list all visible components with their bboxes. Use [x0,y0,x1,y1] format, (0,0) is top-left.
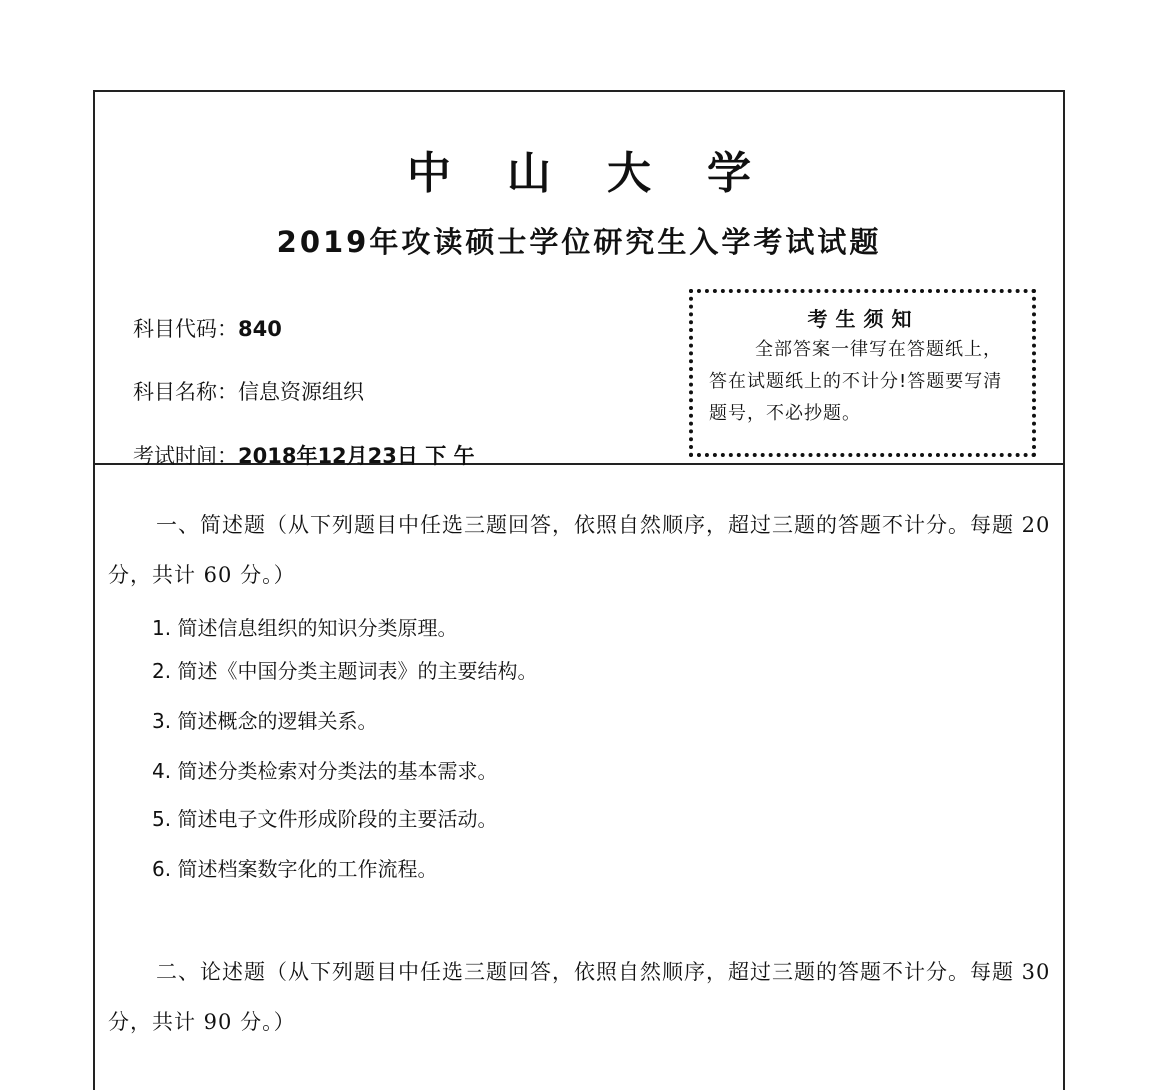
section-1-heading-text: 一、简述题（从下列题目中任选三题回答，依照自然顺序，超过三题的答题不计分。每题 20 分，共计 60 分。） [108,513,1051,587]
subject-code-value: 840 [238,317,282,341]
university-title: 中山大学 [407,148,807,199]
candidate-notice-box [689,289,1036,457]
question-item: 3. 简述概念的逻辑关系。 [152,709,378,733]
exam-time-value: 2018年12月23日 下 午 [238,444,475,468]
subject-name-value: 信息资源组织 [238,380,364,404]
question-item: 5. 简述电子文件形成阶段的主要活动。 [152,807,498,831]
section-2-heading-text: 二、论述题（从下列题目中任选三题回答，依照自然顺序，超过三题的答题不计分。每题 30 分，共计 90 分。） [108,960,1051,1034]
question-item: 4. 简述分类检索对分类法的基本需求。 [152,759,498,783]
question-item: 6. 简述档案数字化的工作流程。 [152,857,438,881]
subject-name-line [133,376,364,406]
exam-subtitle: 2019年攻读硕士学位研究生入学考试试题 [276,225,882,259]
question-item: 1. 简述信息组织的知识分类原理。 [152,616,458,640]
subject-code-line [133,313,282,343]
question-item: 2. 简述《中国分类主题词表》的主要结构。 [152,659,538,683]
exam-time-label: 考试时间： [133,444,238,468]
exam-time-line [133,440,475,470]
section-2-heading [108,947,1058,1047]
notice-title: 考生须知 [807,307,920,331]
notice-body: 全部答案一律写在答题纸上，答在试题纸上的不计分!答题要写清题号，不必抄题。 [709,339,1003,424]
subject-code-label: 科目代码： [133,317,238,341]
subject-name-label: 科目名称： [133,380,238,404]
section-1-heading [108,500,1058,600]
